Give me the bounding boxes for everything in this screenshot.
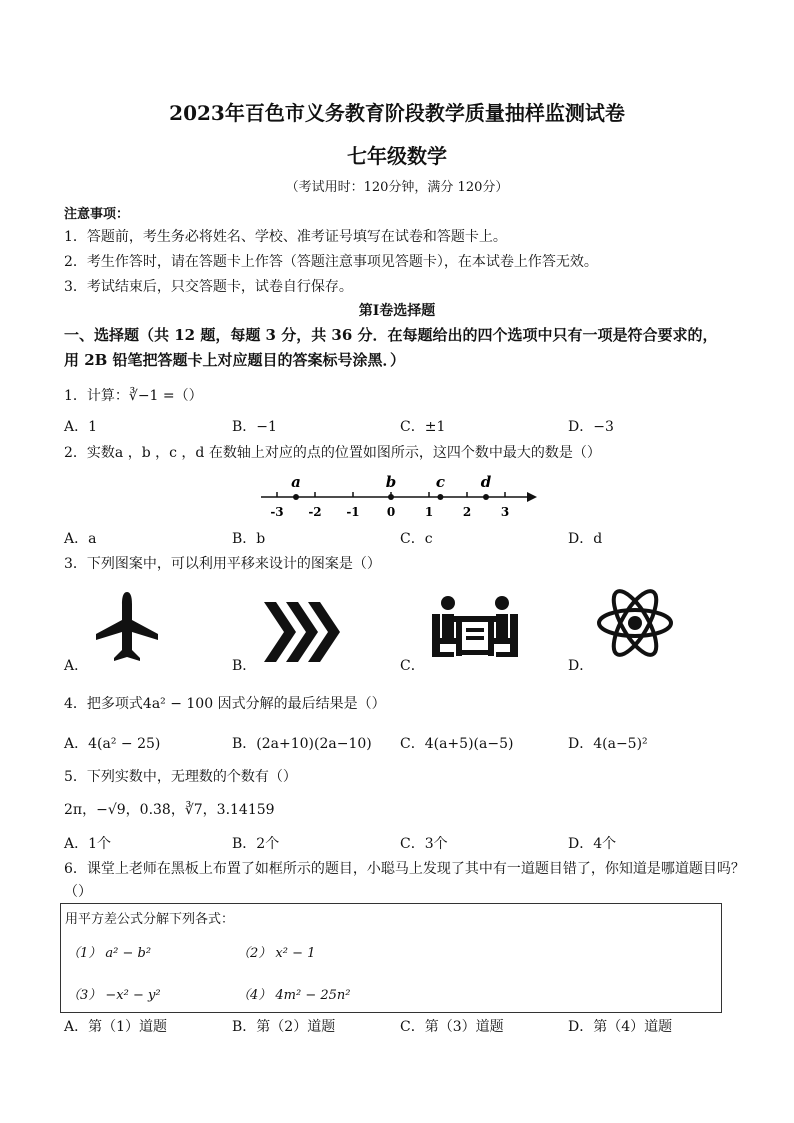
number-line-point-label: a xyxy=(291,473,301,491)
q4-option-a[interactable]: A．4(a² − 25) xyxy=(64,736,161,752)
q2-option-b[interactable]: B．b xyxy=(232,531,266,547)
q2-option-a[interactable]: A．a xyxy=(64,531,97,547)
people-at-table-icon xyxy=(430,594,520,660)
blackboard-box xyxy=(60,903,722,1013)
exam-title: 2023年百色市义务教育阶段教学质量抽样监测试卷 xyxy=(169,101,625,125)
number-line-point-a xyxy=(293,494,299,500)
q6-option-b[interactable]: B．第（2）道题 xyxy=(232,1019,336,1035)
q3-option-a[interactable]: A． xyxy=(64,658,89,674)
q6-option-d[interactable]: D．第（4）道题 xyxy=(568,1019,673,1035)
question-2-stem: 2．实数a ，b ，c ，d 在数轴上对应的点的位置如图所示，这四个数中最大的数是（） xyxy=(64,445,601,461)
q1-option-d[interactable]: D．−3 xyxy=(568,419,614,435)
number-line-tick-label: -2 xyxy=(308,505,322,519)
q5-option-c[interactable]: C．3个 xyxy=(400,836,448,852)
exam-info: （考试用时：120分钟，满分 120分） xyxy=(285,180,509,195)
q4-option-b[interactable]: B．(2a+10)(2a−10) xyxy=(232,736,372,752)
exam-subtitle: 七年级数学 xyxy=(347,144,447,168)
q1-option-c[interactable]: C．±1 xyxy=(400,419,446,435)
box-item: （4） 4m² − 25n² xyxy=(237,988,351,1003)
section-label: 第Ⅰ卷选择题 xyxy=(358,303,436,319)
number-line-point-c xyxy=(437,494,443,500)
q6-option-a[interactable]: A．第（1）道题 xyxy=(64,1019,168,1035)
number-line-point-label: b xyxy=(385,473,397,491)
section-instruction: 用 2B 铅笔把答题卡上对应题目的答案标号涂黑．） xyxy=(64,351,406,369)
box-item: （2） x² − 1 xyxy=(237,946,316,961)
number-line-tick-label: 3 xyxy=(500,505,510,519)
q3-option-c[interactable]: C． xyxy=(400,658,425,674)
q5-values: 2π，−√9，0.3̇8̇，∛7，3.14159 xyxy=(64,802,275,818)
number-line-tick-label: -3 xyxy=(270,505,284,519)
q5-option-b[interactable]: B．2个 xyxy=(232,836,280,852)
atom-icon xyxy=(596,582,674,664)
section-instruction: 一、选择题（共 12 题，每题 3 分，共 36 分．在每题给出的四个选项中只有一项是符合要求的， xyxy=(64,326,718,344)
question-6-stem-cont: （） xyxy=(64,884,92,900)
airplane-icon xyxy=(94,590,160,662)
q1-option-a[interactable]: A．1 xyxy=(64,419,98,435)
question-6-stem: 6．课堂上老师在黑板上布置了如框所示的题目，小聪马上发现了其中有一道题目错了，你知道是哪道题目吗？ xyxy=(64,861,745,877)
number-line-point-d xyxy=(483,494,489,500)
number-line-tick-label: 0 xyxy=(386,505,396,519)
number-line-tick-label: 2 xyxy=(462,505,472,519)
chevrons-icon xyxy=(262,600,342,664)
box-item: （3） −x² − y² xyxy=(67,988,161,1003)
q2-option-d[interactable]: D．d xyxy=(568,531,603,547)
number-line-tick-label: 1 xyxy=(424,505,434,519)
number-line-tick-label: -1 xyxy=(346,505,360,519)
q4-option-d[interactable]: D．4(a−5)² xyxy=(568,736,648,752)
question-5-stem: 5．下列实数中，无理数的个数有（） xyxy=(64,769,297,785)
number-line-point-b xyxy=(388,494,394,500)
notice-item: 3．考试结束后，只交答题卡，试卷自行保存。 xyxy=(64,279,353,295)
number-line-figure xyxy=(255,468,545,524)
q4-option-c[interactable]: C．4(a+5)(a−5) xyxy=(400,736,514,752)
number-line-point-label: d xyxy=(480,473,492,491)
number-line-point-label: c xyxy=(435,473,445,491)
notice-heading: 注意事项： xyxy=(64,207,130,222)
q2-option-c[interactable]: C．c xyxy=(400,531,433,547)
notice-item: 1．答题前，考生务必将姓名、学校、准考证号填写在试卷和答题卡上。 xyxy=(64,229,507,245)
q5-option-d[interactable]: D．4个 xyxy=(568,836,617,852)
q3-option-d[interactable]: D． xyxy=(568,658,594,674)
q6-option-c[interactable]: C．第（3）道题 xyxy=(400,1019,504,1035)
question-1-stem: 1．计算：∛−1 =（） xyxy=(64,388,203,404)
question-3-stem: 3．下列图案中，可以利用平移来设计的图案是（） xyxy=(64,556,381,572)
box-heading: 用平方差公式分解下列各式： xyxy=(65,912,235,927)
notice-item: 2．考生作答时，请在答题卡上作答（答题注意事项见答题卡），在本试卷上作答无效。 xyxy=(64,254,598,270)
q5-option-a[interactable]: A．1个 xyxy=(64,836,112,852)
arrow-icon xyxy=(527,492,537,502)
question-4-stem: 4．把多项式4a² − 100 因式分解的最后结果是（） xyxy=(64,696,386,712)
q3-option-b[interactable]: B． xyxy=(232,658,257,674)
q1-option-b[interactable]: B．−1 xyxy=(232,419,277,435)
box-item: （1） a² − b² xyxy=(67,946,152,961)
